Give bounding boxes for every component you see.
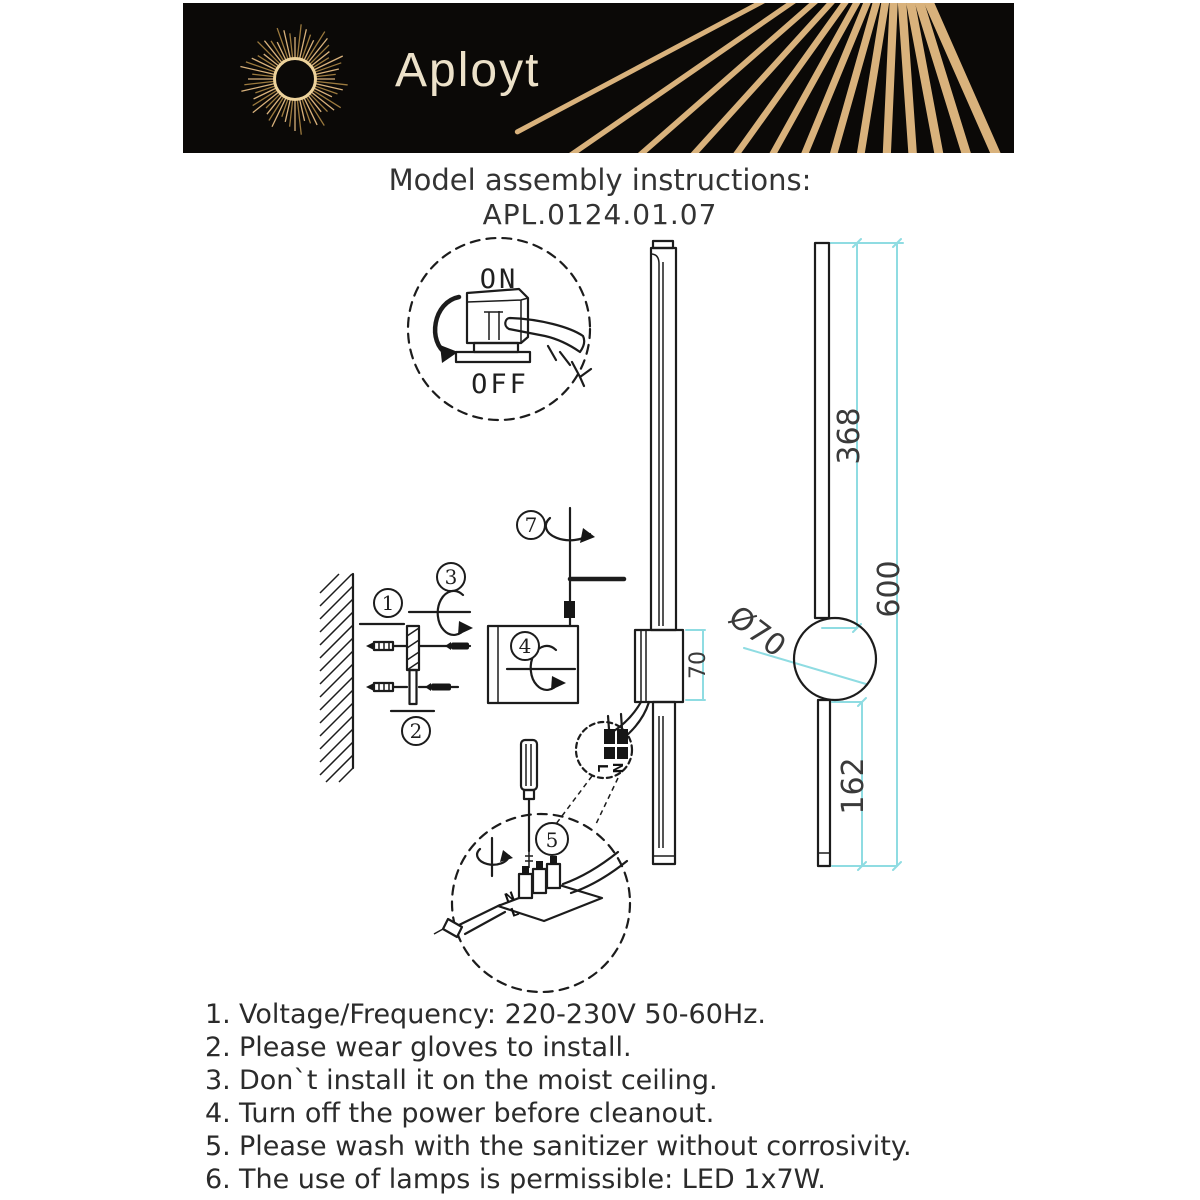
marker-7: 7: [524, 513, 538, 537]
banner-decoration: [183, 3, 1014, 153]
terminal-mini-detail: [556, 714, 632, 824]
terminal-line-label: L: [594, 763, 609, 773]
rotate-arrow: [435, 297, 459, 363]
wall-anchor-screws: [360, 624, 470, 711]
item-number: 5.: [205, 1131, 231, 1162]
dimension-162: 162: [836, 757, 871, 815]
marker-3: 3: [444, 565, 458, 589]
corner-rays-decoration: [517, 3, 1014, 153]
screwdriver: [521, 740, 537, 868]
dimension-600: 600: [872, 560, 907, 618]
item-text: Don`t install it on the moist ceiling.: [239, 1065, 718, 1096]
wall-hatch: [320, 574, 353, 782]
item-number: 1.: [205, 999, 231, 1030]
item-text: Voltage/Frequency: 220-230V 50-60Hz.: [239, 999, 766, 1030]
item-number: 6.: [205, 1164, 231, 1195]
starburst-logo: [240, 24, 347, 134]
page-title: Model assembly instructions:: [388, 163, 812, 197]
terminal-neutral-label: N: [609, 762, 624, 774]
instruction-list: [205, 998, 1005, 1196]
item-number: 3.: [205, 1065, 231, 1096]
marker-2: 2: [409, 719, 423, 743]
off-label: OFF: [471, 369, 529, 400]
item-text: The use of lamps is permissible: LED 1x7W.: [239, 1164, 826, 1195]
wire-neutral-label: N: [502, 888, 517, 906]
list-item: [205, 1163, 1005, 1196]
brand-banner: [183, 3, 1014, 153]
dimension-368: 368: [832, 407, 867, 465]
brand-name: Aployt: [395, 44, 541, 97]
model-number: APL.0124.01.07: [482, 198, 718, 231]
switch-drawing: [456, 289, 530, 362]
item-text: Turn off the power before cleanout.: [239, 1098, 715, 1129]
screw-rotate-symbol: [477, 838, 513, 876]
fixing-plate: [407, 626, 419, 704]
dimension-diameter: Ø70: [721, 599, 793, 665]
list-item: [205, 1130, 1005, 1163]
mains-wires: [434, 889, 521, 937]
item-number: 4.: [205, 1098, 231, 1129]
onoff-switch-detail: [408, 238, 591, 420]
item-number: 2.: [205, 1032, 231, 1063]
list-item: [205, 1031, 1005, 1064]
assembly-diagram: [285, 230, 945, 1005]
list-item: [205, 1064, 1005, 1097]
marker-1: 1: [381, 591, 395, 615]
marker-5: 5: [545, 828, 559, 852]
list-item: [205, 998, 1005, 1031]
on-label: ON: [479, 264, 519, 295]
item-text: Please wash with the sanitizer without corrosivity.: [239, 1131, 912, 1162]
list-item: [205, 1097, 1005, 1130]
supply-wire: [546, 508, 624, 626]
marker-4: 4: [518, 634, 532, 658]
wire-line-label: L: [508, 904, 521, 920]
item-text: Please wear gloves to install.: [239, 1032, 632, 1063]
dimension-70: 70: [686, 651, 711, 679]
step-markers: [374, 511, 568, 855]
starburst-ring: [275, 59, 316, 100]
